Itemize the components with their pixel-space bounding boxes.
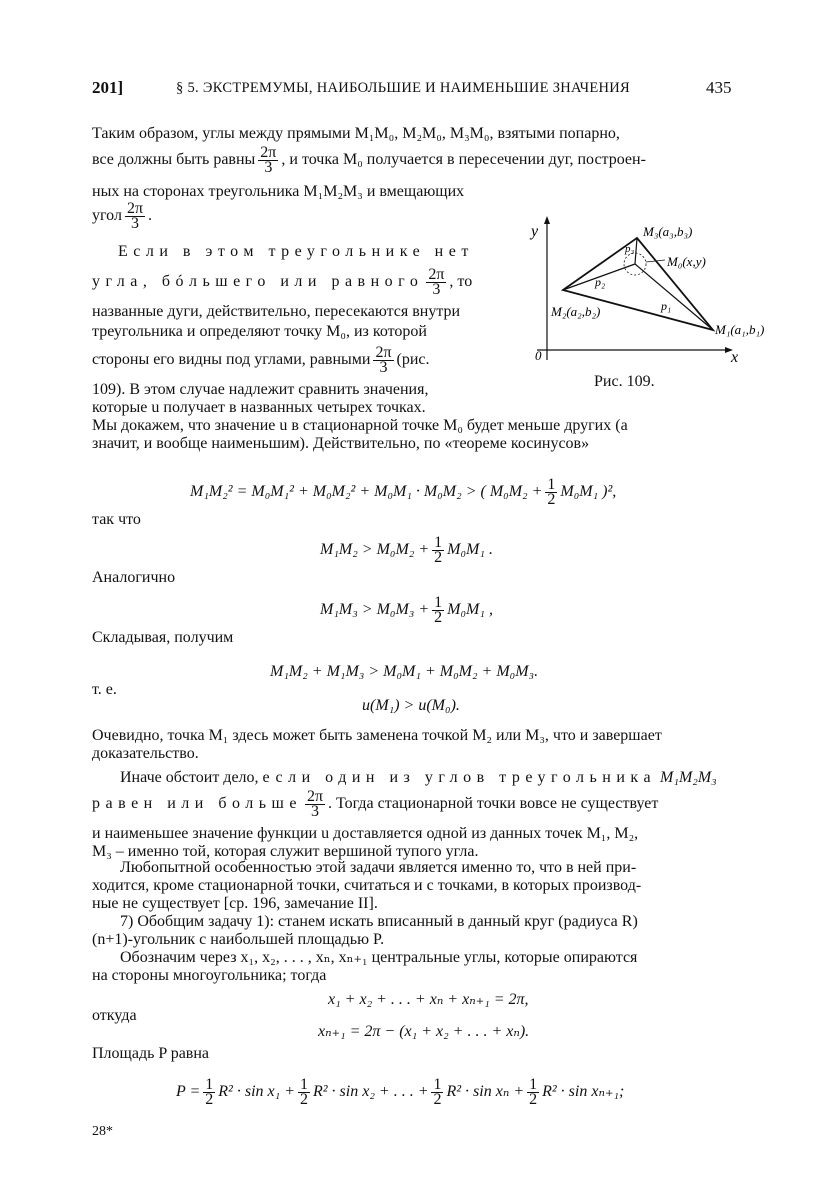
- y-axis-arrow-icon: [544, 216, 550, 224]
- p3-label: p₃: [625, 243, 635, 255]
- equation-u: u(M₁) > u(M₀).: [362, 697, 460, 714]
- fraction: $\frac{2\pi}{3}$: [375, 344, 392, 376]
- text-line: треугольника и определяют точку M₀, из которой: [92, 323, 427, 340]
- text-line: т. е.: [92, 681, 117, 698]
- fraction-half: $\frac{1}{2}$: [205, 1076, 214, 1108]
- text-line: названные дуги, действительно, пересекаются внутри: [92, 303, 461, 320]
- signature-mark: 28*: [92, 1124, 113, 1139]
- equation-last-angle: xₙ₊₁ = 2π − (x₁ + x₂ + . . . + xₙ).: [318, 1023, 530, 1040]
- text-line: Площадь P равна: [92, 1045, 210, 1062]
- text-line: Иначе обстоит дело, если один из углов треугольника M₁M₂M₃: [120, 769, 717, 786]
- point-m1-label: M₁(a₁,b₁): [715, 322, 765, 337]
- fraction-half: $\frac{1}{2}$: [433, 1076, 442, 1108]
- text-line: Аналогично: [92, 569, 176, 586]
- text-line: стороны его видны под углами, равными $\frac{2\pi}{3}$ (рис.: [92, 344, 430, 376]
- page-number: 435: [706, 78, 732, 97]
- text-line: Очевидно, точка M₁ здесь может быть заменена точкой M₂ или M₃, что и завершает: [92, 727, 662, 744]
- equation-sum: M₁M₂ + M₁M₃ > M₀M₁ + M₀M₂ + M₀M₃.: [270, 663, 539, 680]
- figure-caption: Рис. 109.: [594, 373, 655, 390]
- text-line: (n+1)-угольник с наибольшей площадью P.: [92, 931, 385, 948]
- origin-label: 0: [535, 348, 542, 363]
- text-line: угла, бóльшего или равного $\frac{2\pi}{3}$ , то: [92, 266, 473, 298]
- p1-label: p₁: [661, 299, 672, 313]
- text-line: 109). В этом случае надлежит сравнить значения,: [92, 381, 429, 398]
- text-line: ных на сторонах треугольника M₁M₂M₃ и вмещающих: [92, 183, 465, 200]
- text-line: ные не существует [ср. 196, замечание II].: [92, 895, 378, 912]
- equation-cosine: M₁M₂² = M₀M₁² + M₀M₂² + M₀M₁ · M₀M₂ > ( M₀M₂ + $\frac{1}{2}$ M₀M₁ )²,: [190, 476, 617, 508]
- fraction: $\frac{2\pi}{3}$: [126, 200, 144, 232]
- equation-inequality-1: M₁M₂ > M₀M₂ + $\frac{1}{2}$ M₀M₁ .: [320, 534, 493, 566]
- equation-area: P = $\frac{1}{2}$ R² · sin x₁ + $\frac{1}{2}$ R² · sin x₂ + . . . + $\frac{1}{2}$ R² · sin xₙ + $\frac{1}{2}$ R² · sin xₙ₊₁;: [176, 1076, 625, 1108]
- text-line: M₃ – именно той, которая служит вершиной тупого угла.: [92, 843, 479, 860]
- segment-p3: [635, 238, 637, 264]
- text-line: все должны быть равны $\frac{2\pi}{3}$ , и точка M₀ получается в пересечении дуг, построен-: [92, 144, 646, 176]
- text-line: доказательство.: [92, 745, 199, 762]
- equation-angles-sum: x₁ + x₂ + . . . + xₙ + xₙ₊₁ = 2π,: [328, 991, 529, 1008]
- text-line: которые u получает в названных четырех точках.: [92, 399, 426, 416]
- text-line: так что: [92, 511, 141, 528]
- fraction-half: $\frac{1}{2}$: [529, 1076, 538, 1108]
- text-line: Мы докажем, что значение u в стационарной точке M₀ будет меньше других (а: [92, 417, 628, 434]
- text-line: и наименьшее значение функции u доставляется одной из данных точек M₁, M₂,: [92, 825, 639, 842]
- text-line: откуда: [92, 1007, 137, 1024]
- text-line: ходится, кроме стационарной точки, считаться и с точками, в которых производ-: [92, 877, 642, 894]
- running-title: § 5. ЭКСТРЕМУМЫ, НАИБОЛЬШИЕ И НАИМЕНЬШИЕ ЗНАЧЕНИЯ: [176, 80, 631, 96]
- text-line: угол $\frac{2\pi}{3}$ .: [92, 200, 153, 232]
- text-line: на стороны многоугольника; тогда: [92, 967, 327, 984]
- fraction-half: $\frac{1}{2}$: [434, 534, 443, 566]
- text-line: Обозначим через x₁, x₂, . . . , xₙ, xₙ₊₁ центральные углы, которые опираются: [120, 949, 638, 966]
- point-m3-label: M₃(a₃,b₃): [643, 224, 693, 239]
- text-line: Таким образом, углы между прямыми M₁M₀, M₂M₀, M₃M₀, взятыми попарно,: [92, 125, 620, 142]
- text-line: равен или больше $\frac{2\pi}{3}$ . Тогда стационарной точки вовсе не существует: [92, 788, 659, 820]
- text-line: Складывая, получим: [92, 629, 234, 646]
- figure-109: [525, 212, 795, 392]
- text-line: Если в этом треугольнике нет: [118, 243, 474, 260]
- text-line: 7) Обобщим задачу 1): станем искать вписанный в данный круг (радиуса R): [120, 913, 638, 930]
- fraction: $\frac{2\pi}{3}$: [428, 266, 445, 298]
- fraction-half: $\frac{1}{2}$: [434, 594, 443, 626]
- y-axis-label: y: [531, 223, 539, 240]
- text-line: значит, и вообще наименьшим). Действительно, по «теореме косинусов»: [92, 435, 590, 452]
- fraction: $\frac{2\pi}{3}$: [260, 144, 277, 176]
- point-m0-label: M₀(x,y): [667, 254, 706, 269]
- section-number: 201]: [92, 78, 124, 97]
- x-axis-label: x: [731, 349, 739, 366]
- equation-inequality-2: M₁M₃ > M₀M₃ + $\frac{1}{2}$ M₀M₁ ,: [320, 594, 493, 626]
- fraction: $\frac{2\pi}{3}$: [306, 788, 324, 820]
- p2-label: p₂: [595, 275, 606, 289]
- text-line: Любопытной особенностью этой задачи является именно то, что в ней при-: [120, 859, 637, 876]
- fraction-half: $\frac{1}{2}$: [299, 1076, 308, 1108]
- fraction-half: $\frac{1}{2}$: [547, 476, 556, 508]
- point-m2-label: M₂(a₂,b₂): [551, 304, 601, 319]
